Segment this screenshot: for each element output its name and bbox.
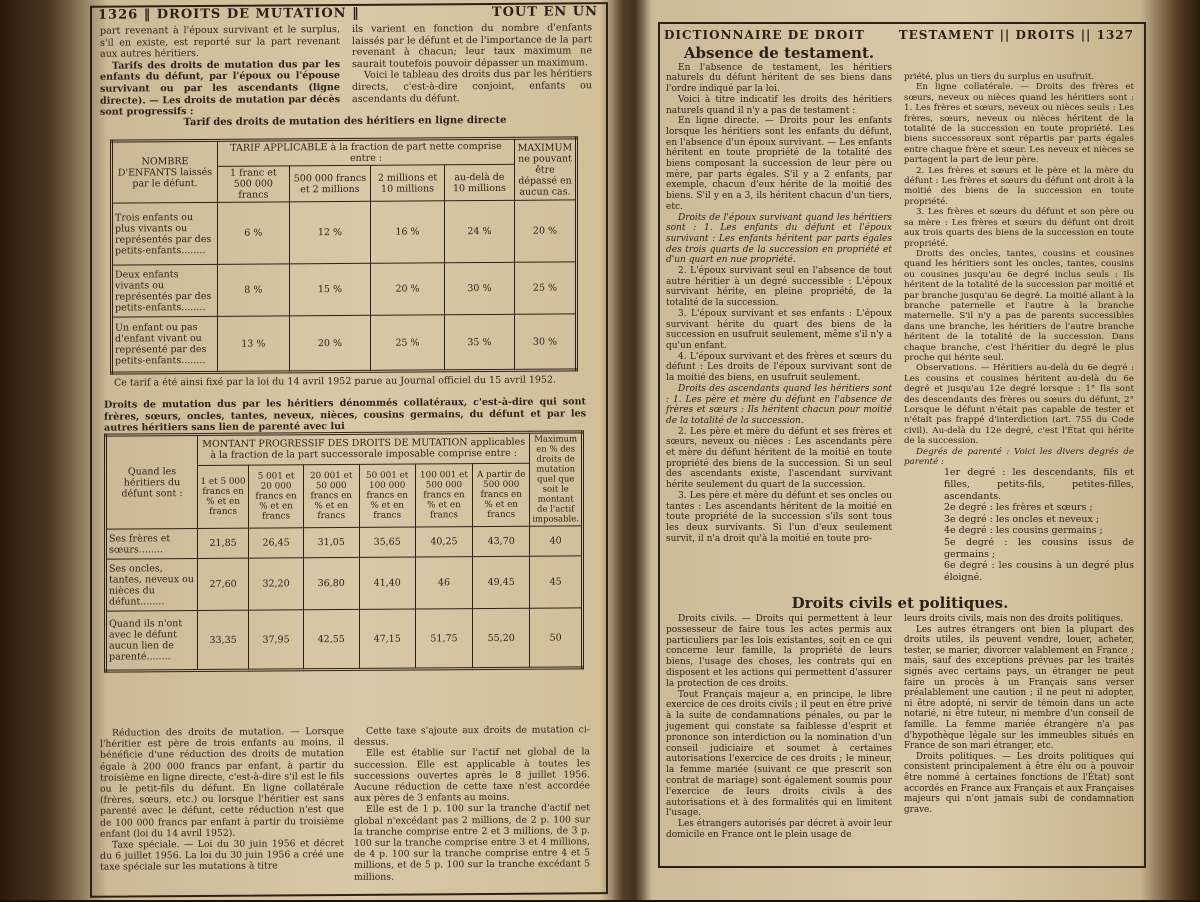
cell: 37,95 (249, 610, 304, 670)
right-col4 (904, 614, 1134, 815)
list-item: 6e degré : les cousins à un degré plus éloigné. (944, 560, 1134, 583)
cell: 25 % (371, 315, 445, 372)
paragraph: Voici le tableau des droits dus par les héritiers directs, c'est-à-dire conjoint, enfants ou ascendants du défunt. (352, 68, 592, 105)
table-row (106, 556, 583, 611)
cell: 40 (530, 526, 583, 556)
cell: 40,25 (415, 527, 472, 557)
left-col2-bottom (354, 724, 590, 882)
table-row (112, 314, 577, 373)
paragraph: En ligne directe. — Droits pour les enfants lorsque les héritiers sont les enfants du défunt, en l'absence d'un époux survivant. — Les enfants héritent en toute propriété de la totalité des biens composant la succession de leur père ou mère, par parts égales. S'il y a 2 enfants, par exemple, chacun d'eux hérite de la moitié des biens. S'il y en a 3, ils héritent chacun d'un tiers, etc. (666, 116, 892, 212)
table2-col-first: Quand les héritiers du défunt sont : (106, 435, 198, 530)
list-item: 3e degré : les oncles et neveux ; (944, 513, 1100, 525)
paragraph: 4. L'époux survivant et des frères et sœurs du défunt : Les droits de l'époux survivant sont de la moitié des biens, en usufruit seulement. (666, 351, 892, 384)
cell: 35,65 (359, 527, 415, 557)
right-running-head (664, 28, 1134, 42)
cell: 47,15 (359, 609, 415, 669)
paragraph: 2. Les frères et sœurs et le père et la mère du défunt : Les frères et sœurs du défunt ont droit à la moitié des biens de la succession en toute propriété. (904, 165, 1134, 207)
paragraph: Observations. — Héritiers au-delà du 6e degré : Les cousins et cousines héritent au-delà du 6e degré et jusqu'au 12e degré lorsque : 1° Ils sont des descendants des frères ou sœurs du défunt, 2° Lorsque le défunt n'était pas capable de tester et n'était pas frappé d'interdiction (art. 755 du Code civil). Au-delà du 12e degré, c'est l'État qui hérite de la succession. (904, 363, 1134, 447)
right-col2 (904, 72, 1134, 583)
paragraph: Voici à titre indicatif les droits des héritiers naturels quand il n'y a pas de testament : (666, 94, 892, 116)
table2-col: A partir de 500 000 francs en % et en francs (473, 463, 530, 526)
row-label: Deux enfants vivants ou représentés par des petits-enfants........ (112, 264, 218, 317)
section-title-absence: Absence de testament. (683, 44, 875, 62)
table2-col: 5 001 et 20 000 francs en % et en francs (249, 465, 304, 528)
cell: 55,20 (473, 608, 530, 668)
paragraph: Cette taxe s'ajoute aux droits de mutation ci-dessus. (354, 724, 590, 749)
cell: 20 % (515, 200, 577, 262)
cell: 20 % (371, 263, 445, 316)
cell: 20 % (289, 315, 370, 372)
running-head-testament: TESTAMENT || DROITS || 1327 (898, 28, 1134, 42)
table-droits-collateraux (104, 430, 584, 672)
cell: 49,45 (473, 556, 530, 608)
cell: 43,70 (473, 526, 530, 556)
paragraph: priété, plus un tiers du surplus en usufruit. (904, 72, 1095, 82)
cell: 51,75 (415, 609, 472, 669)
table2-col: 1 et 5 000 francs en % et en francs (198, 465, 249, 528)
cell: 35 % (444, 314, 514, 370)
table1-col-first: NOMBRE D'ENFANTS laissés par le défunt. (112, 140, 218, 203)
table-tarif-ligne-directe (110, 136, 578, 374)
table2-col: 20 001 et 50 000 francs en % et en francs (303, 464, 359, 527)
list-item: 4e degré : les cousins germains ; (944, 525, 1103, 537)
cell: 27,60 (198, 558, 249, 610)
left-col1-bottom (100, 726, 344, 873)
paragraph-reduction: Réduction des droits de mutation. — Lorsque l'héritier est père de trois enfants au moins, il bénéficie d'une réduction des droits de mutation égale à 200 000 francs par enfant, à partir du troisième en ligne directe, c'est-à-dire s'il est le fils ou le petit-fils du défunt. En ligne collatérale (frères, sœurs, etc.) ou lorsque l'héritier est sans parenté avec le défunt, cette réduction n'est que de 100 000 francs par enfant à partir du troisième enfant (loi du 14 avril 1952). (100, 726, 344, 840)
paragraph: Droits des oncles, tantes, cousins et cousines quand les héritiers sont les oncles, tantes, cousins ou cousines jusqu'au 6e degré inclus seuls : Ils héritent de la totalité de la succession par moitié et par branche jusqu'au 6e degré. La moitié allant à la branche paternelle et l'autre à la branche maternelle. S'il n'y a pas de parents successibles dans une branche, les héritiers de l'autre branche héritent de la totalité de la succession. Dans chaque branche, c'est l'héritier du degré le plus proche qui hérite seul. (904, 248, 1134, 363)
right-page (650, 0, 1150, 900)
paragraph-droits-politiques: Droits politiques. — Les droits politiques qui consistent principalement à être élu ou à pouvoir être nommé à certaines fonctions de l'État) sont accordés en France aux Français et aux Françaises majeurs qui n'ont jamais subi de condamnation grave. (904, 751, 1134, 815)
cell: 31,05 (303, 527, 359, 557)
left-col1-intro (100, 24, 340, 118)
cell: 33,35 (198, 610, 249, 670)
section-title-droits-civils: Droits civils et politiques. (791, 594, 1009, 612)
cell: 41,40 (359, 557, 415, 609)
cell: 45 (530, 556, 583, 608)
left-col2-intro (352, 22, 592, 105)
paragraph: Degrés de parenté : Voici les divers degrés de parenté : (904, 446, 1134, 468)
table1-note: Ce tarif a été ainsi fixé par la loi du 14 avril 1952 parue au Journal officiel du 15 avril 1952. (114, 374, 557, 389)
paragraph: 3. Les père et mère du défunt et ses oncles ou tantes : Les ascendants héritent de la moitié en toute propriété de la succession s'ils sont tous les deux survivants. Si l'un d'eux seulement survit, il n'a droit qu'à la moitié en toute pro- (666, 490, 892, 544)
row-label: Quand ils n'ont avec le défunt aucun lien de parenté........ (106, 611, 198, 672)
table2-col: 50 001 et 100 000 francs en % et en francs (359, 464, 415, 527)
table1-col: 1 franc et 500 000 francs (218, 166, 290, 203)
paragraph: Les étrangers autorisés par décret à avoir leur domicile en France ont le plein usage de (666, 819, 892, 840)
table-row (106, 608, 583, 671)
table1-col-max: MAXIMUM ne pouvant être dépassé en aucun cas. (515, 138, 577, 200)
paragraph: En l'absence de testament, les héritiers naturels du défunt héritent de ses biens dans l'ordre indiqué par la loi. (666, 62, 892, 95)
paragraph: 2. L'époux survivant seul en l'absence de tout autre héritier à un degré successible : L'époux survivant hérite, en pleine propriété, de la totalité de la succession. (666, 266, 892, 309)
running-head-tout-en-un: TOUT EN UN (491, 4, 598, 20)
table1-title: Tarif des droits de mutation des héritiers en ligne directe (183, 114, 507, 129)
cell: 25 % (515, 262, 577, 314)
paragraph: Tout Français majeur a, en principe, le libre exercice de ces droits civils ; il peut en être privé à la suite de condamnations pénales, ou par le jugement qui constate sa faiblesse d'esprit et prononce son interdiction ou la nomination d'un conseil judiciaire et soumet à certaines autorisations l'exercice de ces droits ; le mineur, la femme mariée (suivant ce que prescrit son contrat de mariage) sont également soumis pour l'exercice de leurs droits civils à des autorisations et à des formalités qui en limitent l'usage. (666, 689, 892, 819)
row-label: Trois enfants ou plus vivants ou représentés par des petits-enfants........ (112, 202, 218, 265)
list-item: 1er degré : les descendants, fils et filles, petits-fils, petites-filles, ascendants. (944, 467, 1134, 502)
paragraph: Les autres étrangers ont bien la plupart des droits utiles, ils peuvent vendre, louer, acheter, tester, se marier, divorcer valablement en France ; mais, sauf des exceptions prévues par les traités signés avec certains pays, un étranger ne peut faire un procès à un Français sans verser préalablement une caution ; il ne peut ni adopter, ni être adopté, ni servir de témoin dans un acte notarié, ni être tuteur, ni membre d'un conseil de famille. La femme mariée étrangère n'a pas d'hypothèque légale sur les immeubles situés en France de son mari étranger, etc. (904, 624, 1134, 752)
paragraph: 3. L'époux survivant et ses enfants : L'époux survivant hérite du quart des biens de la succession en usufruit seulement, même s'il n'y a qu'un enfant. (666, 308, 892, 351)
cell: 36,80 (303, 557, 359, 609)
list-item: 5e degré : les cousins issus de germains ; (944, 537, 1134, 560)
table1-col: au-delà de 10 millions (444, 164, 514, 200)
row-label: Un enfant ou pas d'enfant vivant ou représenté par des petits-enfants........ (112, 316, 218, 373)
book-spine (612, 0, 652, 900)
list-item: 2e degré : les frères et sœurs ; (944, 502, 1093, 514)
row-label: Ses frères et sœurs........ (106, 529, 198, 560)
table-row (112, 262, 577, 317)
right-col1 (666, 46, 892, 544)
page-number-left: 1326 ‖ DROITS DE MUTATION ‖ (98, 5, 360, 23)
right-col3 (666, 614, 892, 841)
paragraph: leurs droits civils, mais non des droits politiques. (904, 614, 1124, 624)
paragraph: Droits de l'époux survivant quand les héritiers sont : 1. Les enfants du défunt et l'époux survivant : Les enfants héritent par parts égales des trois quarts de la succession en propriété et d'un quart en nue propriété. (666, 212, 892, 266)
paragraph-tarifs: Tarifs des droits de mutation dus par les enfants du défunt, par l'époux ou l'épouse survivant ou par les ascendants (ligne directe). — Les droits de mutation par décès sont progressifs : (100, 58, 340, 118)
degree-list (904, 467, 1134, 583)
paragraph: En ligne collatérale. — Droits des frères et sœurs, neveux ou nièces quand les héritiers sont : 1. Les frères et sœurs, neveux ou nièces seuls : Les frères, sœurs, neveux ou nièces héritent de la totalité de la succession en toute propriété. Les biens successoraux sont répartis par parts égales entre chaque frère et sœur. Les neveux et nièces se partagent la part de leur père. (904, 82, 1134, 166)
row-label: Ses oncles, tantes, neveux ou nièces du défunt........ (106, 559, 198, 612)
cell: 13 % (218, 316, 290, 373)
cell: 50 (530, 608, 583, 668)
table1-col: 500 000 francs et 2 millions (289, 165, 370, 202)
cell: 8 % (218, 264, 290, 317)
left-page (70, 0, 618, 902)
cell: 30 % (444, 262, 514, 314)
table-row (106, 526, 583, 559)
running-head-dictionnaire: DICTIONNAIRE DE DROIT (664, 28, 865, 42)
paragraph-droits-civils: Droits civils. — Droits qui permettent à leur possesseur de faire tous les actes permis aux particuliers par les lois existantes, soit en ce qui concerne leur famille, la propriété de leurs biens, l'usage des choses, les contrats qui en disposent et les actions qui permettent d'assurer la protection de ces droits. (666, 614, 892, 689)
paragraph: Droits des ascendants quand les héritiers sont : 1. Les père et mère du défunt en l'absence de frères et sœurs : Ils héritent chacun pour moitié de la totalité de la succession. (666, 383, 892, 426)
paragraph: Elle est établie sur l'actif net global de la succession. Elle est applicable à toutes les successions ouvertes après le 8 juillet 1956. Aucune réduction de cette taxe n'est accordée aux pères de 3 enfants au moins. (354, 746, 590, 805)
cell: 24 % (444, 200, 514, 262)
cell: 21,85 (198, 528, 249, 558)
collateraux-intro: Droits de mutation dus par les héritiers dénommés collatéraux, c'est-à-dire qui sont frères, sœurs, oncles, tantes, neveux, nièces, cousins germains, du défunt et par les autres héritiers sans lien de parenté avec lui (104, 396, 586, 434)
cell: 6 % (218, 202, 290, 265)
table2-col-max: Maximum en % des droits de mutation quel que soit le montant de l'actif imposable. (530, 432, 583, 526)
paragraph: 3. Les frères et sœurs du défunt et son père ou sa mère : Les frères et sœurs du défunt ont droit aux trois quarts des biens de la succession en toute propriété. (904, 207, 1134, 249)
paragraph: 2. Les père et mère du défunt et ses frères et sœurs, neveux ou nièces : Les ascendants père et mère du défunt héritent de la moitié en toute propriété des biens de la succession. Si un seul des ascendants existe, l'ascendant survivant hérite seulement du quart de la succession. (666, 426, 892, 491)
paragraph: Elle est de 1 p. 100 sur la tranche d'actif net global n'excédant pas 2 millions, de 2 p. 100 sur la tranche comprise entre 2 et 3 millions, de 3 p. 100 sur la tranche comprise entre 3 et 4 millions, de 4 p. 100 sur la tranche comprise entre 4 et 5 millions, et de 5 p. 100 sur la tranche excédant 5 millions. (354, 802, 590, 883)
cell: 32,20 (249, 558, 304, 610)
table1-col: 2 millions et 10 millions (371, 165, 445, 202)
table2-header-group: MONTANT PROGRESSIF DES DROITS DE MUTATION applicables à la fraction de la part successorale imposable comprise entre : (198, 432, 530, 465)
cell: 12 % (289, 201, 370, 264)
paragraph-taxe-speciale: Taxe spéciale. — Loi du 30 juin 1956 et décret du 6 juillet 1956. La loi du 30 juin 1956 a créé une taxe spéciale sur les mutations à titre (100, 838, 344, 874)
cell: 16 % (371, 201, 445, 264)
paragraph: part revenant à l'époux survivant et le surplus, s'il en existe, est reporté sur la part revenant aux autres héritiers. (100, 24, 340, 60)
paragraph: ils varient en fonction du nombre d'enfants laissés par le défunt et de l'importance de la part revenant à chacun; leur taux maximum ne saurait toutefois pouvoir dépasser un maximum. (352, 22, 592, 70)
table-row (112, 200, 577, 265)
cell: 15 % (289, 263, 370, 316)
table2-col: 100 001 et 500 000 francs en % et en francs (415, 464, 472, 527)
cell: 42,55 (303, 609, 359, 669)
table1-header-group: TARIF APPLICABLE à la fraction de part nette comprise entre : (218, 138, 515, 166)
cell: 30 % (515, 314, 577, 370)
cell: 46 (415, 557, 472, 609)
cell: 26,45 (249, 528, 304, 558)
